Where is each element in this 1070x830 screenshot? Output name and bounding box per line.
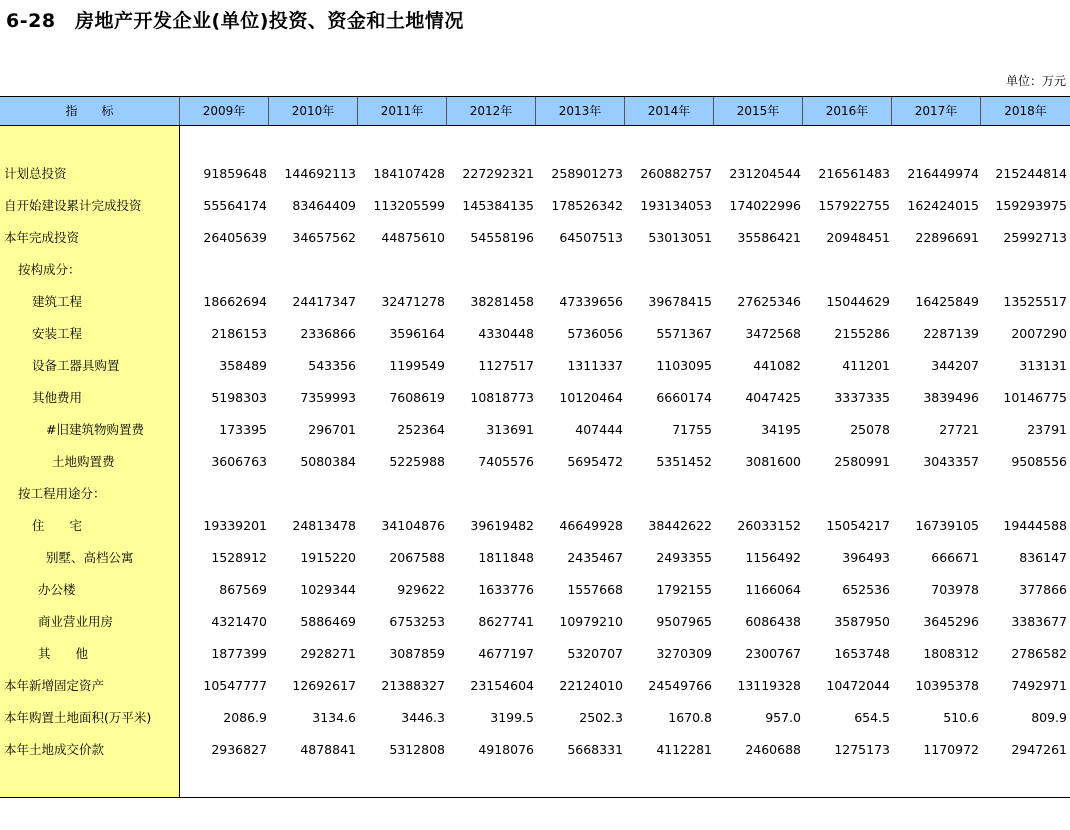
cell-value: 5225988 [389, 454, 445, 469]
cell-value: 26405639 [203, 230, 267, 245]
cell-value: 3081600 [745, 454, 801, 469]
cell-value [269, 254, 358, 286]
cell-value: 5695472 [567, 454, 623, 469]
row-old-building-purchase [0, 414, 1070, 446]
cell-value: 5736056 [567, 326, 623, 341]
header-year-7: 2016年 [803, 97, 892, 125]
cell-value: 1103095 [656, 358, 712, 373]
cell-value [269, 478, 358, 510]
row-label: 建筑工程 [32, 294, 83, 309]
cell-value: 2947261 [1011, 742, 1067, 757]
cell-value: 46649928 [559, 518, 623, 533]
cell-value: 144692113 [284, 166, 356, 181]
cell-value: 227292321 [462, 166, 534, 181]
row-label: 别墅、高档公寓 [46, 550, 134, 565]
cell-value: 6660174 [656, 390, 712, 405]
row-label: 土地购置费 [52, 454, 115, 469]
cell-value: 71755 [672, 422, 712, 437]
row-label: 本年土地成交价款 [4, 742, 105, 757]
cell-value: 4047425 [745, 390, 801, 405]
cell-value: 91859648 [203, 166, 267, 181]
cell-value [803, 478, 892, 510]
cell-value: 2007290 [1011, 326, 1067, 341]
cell-value [892, 254, 981, 286]
row-label: 住 宅 [32, 518, 83, 533]
cell-value: 3446.3 [401, 710, 445, 725]
header-year-6: 2015年 [714, 97, 803, 125]
cell-value: 3472568 [745, 326, 801, 341]
cell-value: 23791 [1027, 422, 1067, 437]
cell-value: 3587950 [834, 614, 890, 629]
cell-value: 5351452 [656, 454, 712, 469]
cell-value: 178526342 [551, 198, 623, 213]
cell-value: 2300767 [745, 646, 801, 661]
cell-value: 21388327 [381, 678, 445, 693]
row-by-usage [0, 478, 1070, 510]
cell-value: 809.9 [1031, 710, 1067, 725]
cell-value: 1811848 [478, 550, 534, 565]
cell-value: 25992713 [1003, 230, 1067, 245]
cell-value: 3337335 [834, 390, 890, 405]
cell-value: 1915220 [300, 550, 356, 565]
row-new-fixed-assets [0, 670, 1070, 702]
cell-value: 5571367 [656, 326, 712, 341]
cell-value: 38281458 [470, 294, 534, 309]
cell-value: 7608619 [389, 390, 445, 405]
cell-value: 1275173 [834, 742, 890, 757]
cell-value: 1877399 [211, 646, 267, 661]
cell-value [892, 478, 981, 510]
cell-value [803, 254, 892, 286]
cell-value: 231204544 [729, 166, 801, 181]
row-label: 安装工程 [32, 326, 83, 341]
row-land-transaction-price [0, 734, 1070, 766]
cell-value: 35586421 [737, 230, 801, 245]
cell-value: 34104876 [381, 518, 445, 533]
cell-value: 344207 [931, 358, 979, 373]
cell-value: 5198303 [211, 390, 267, 405]
cell-value: 1808312 [923, 646, 979, 661]
cell-value: 16425849 [915, 294, 979, 309]
cell-value: 3134.6 [312, 710, 356, 725]
cell-value: 10547777 [203, 678, 267, 693]
cell-value: 296701 [308, 422, 356, 437]
cell-value: 1557668 [567, 582, 623, 597]
header-year-4: 2013年 [536, 97, 625, 125]
cell-value: 3270309 [656, 646, 712, 661]
cell-value: 39619482 [470, 518, 534, 533]
cell-value: 2067588 [389, 550, 445, 565]
header-year-3: 2012年 [447, 97, 536, 125]
cell-value: 215244814 [995, 166, 1067, 181]
cell-value: 2186153 [211, 326, 267, 341]
cell-value: 193134053 [640, 198, 712, 213]
cell-value: 2287139 [923, 326, 979, 341]
cell-value: 652536 [842, 582, 890, 597]
cell-value: 441082 [753, 358, 801, 373]
cell-value: 6086438 [745, 614, 801, 629]
cell-value: 836147 [1019, 550, 1067, 565]
cell-value: 5668331 [567, 742, 623, 757]
row-other-expenses [0, 382, 1070, 414]
cell-value: 7492971 [1011, 678, 1067, 693]
cell-value: 957.0 [765, 710, 801, 725]
cell-value: 396493 [842, 550, 890, 565]
cell-value: 313691 [486, 422, 534, 437]
cell-value: 24417347 [292, 294, 356, 309]
cell-value: 654.5 [854, 710, 890, 725]
cell-value: 83464409 [292, 198, 356, 213]
cell-value: 24549766 [648, 678, 712, 693]
cell-value [981, 478, 1070, 510]
cell-value: 1633776 [478, 582, 534, 597]
row-label: 其 他 [38, 646, 89, 661]
cell-value: 2460688 [745, 742, 801, 757]
cell-value: 1670.8 [668, 710, 712, 725]
cell-value: 1170972 [923, 742, 979, 757]
row-land-area-purchased [0, 702, 1070, 734]
cell-value: 3043357 [923, 454, 979, 469]
cell-value: 23154604 [470, 678, 534, 693]
cell-value: 3596164 [389, 326, 445, 341]
row-label: #旧建筑物购置费 [46, 422, 144, 437]
table-bottom-border [0, 797, 1070, 798]
header-year-0: 2009年 [180, 97, 269, 125]
cell-value: 5320707 [567, 646, 623, 661]
row-label: 本年购置土地面积(万平米) [4, 710, 152, 725]
header-year-8: 2017年 [892, 97, 981, 125]
cell-value [358, 478, 447, 510]
cell-value: 1199549 [389, 358, 445, 373]
header-indicator: 指 标 [0, 97, 180, 125]
cell-value: 9507965 [656, 614, 712, 629]
row-label: 自开始建设累计完成投资 [4, 198, 142, 213]
cell-value: 2155286 [834, 326, 890, 341]
cell-value: 2928271 [300, 646, 356, 661]
cell-value: 157922755 [818, 198, 890, 213]
cell-value: 258901273 [551, 166, 623, 181]
row-label: 办公楼 [38, 582, 76, 597]
cell-value [536, 478, 625, 510]
cell-value: 25078 [850, 422, 890, 437]
cell-value: 4321470 [211, 614, 267, 629]
cell-value: 3645296 [923, 614, 979, 629]
header-year-5: 2014年 [625, 97, 714, 125]
cell-value: 27625346 [737, 294, 801, 309]
header-year-1: 2010年 [269, 97, 358, 125]
row-label: 本年新增固定资产 [4, 678, 105, 693]
row-label: 按构成分： [18, 262, 81, 277]
cell-value [536, 254, 625, 286]
cell-value: 407444 [575, 422, 623, 437]
cell-value: 1127517 [478, 358, 534, 373]
cell-value: 10395378 [915, 678, 979, 693]
row-cumulative-completed-investment [0, 190, 1070, 222]
cell-value: 543356 [308, 358, 356, 373]
cell-value: 8627741 [478, 614, 534, 629]
cell-value: 3839496 [923, 390, 979, 405]
cell-value: 929622 [397, 582, 445, 597]
cell-value: 10146775 [1003, 390, 1067, 405]
cell-value: 19444588 [1003, 518, 1067, 533]
cell-value: 2493355 [656, 550, 712, 565]
cell-value: 32471278 [381, 294, 445, 309]
row-office-buildings [0, 574, 1070, 606]
cell-value: 18662694 [203, 294, 267, 309]
row-land-purchase-fee [0, 446, 1070, 478]
cell-value: 12692617 [292, 678, 356, 693]
cell-value: 2786582 [1011, 646, 1067, 661]
cell-value: 3383677 [1011, 614, 1067, 629]
cell-value [981, 254, 1070, 286]
cell-value: 358489 [219, 358, 267, 373]
cell-value: 4677197 [478, 646, 534, 661]
cell-value [625, 478, 714, 510]
cell-value: 703978 [931, 582, 979, 597]
cell-value: 24813478 [292, 518, 356, 533]
cell-value: 53013051 [648, 230, 712, 245]
row-equipment-purchase [0, 350, 1070, 382]
row-commercial-buildings [0, 606, 1070, 638]
cell-value: 47339656 [559, 294, 623, 309]
cell-value: 145384135 [462, 198, 534, 213]
cell-value: 377866 [1019, 582, 1067, 597]
cell-value: 1653748 [834, 646, 890, 661]
cell-value: 159293975 [995, 198, 1067, 213]
cell-value: 5886469 [300, 614, 356, 629]
cell-value: 34657562 [292, 230, 356, 245]
cell-value: 7359993 [300, 390, 356, 405]
cell-value: 1166064 [745, 582, 801, 597]
cell-value: 1156492 [745, 550, 801, 565]
cell-value: 216449974 [907, 166, 979, 181]
cell-value: 4112281 [656, 742, 712, 757]
cell-value: 54558196 [470, 230, 534, 245]
table-header [0, 96, 1070, 126]
cell-value [180, 478, 269, 510]
cell-value: 184107428 [373, 166, 445, 181]
cell-value: 10472044 [826, 678, 890, 693]
cell-value: 1792155 [656, 582, 712, 597]
cell-value: 15054217 [826, 518, 890, 533]
cell-value: 4330448 [478, 326, 534, 341]
cell-value: 26033152 [737, 518, 801, 533]
row-label: 设备工器具购置 [32, 358, 120, 373]
cell-value: 1029344 [300, 582, 356, 597]
cell-value: 4918076 [478, 742, 534, 757]
row-planned-total-investment [0, 158, 1070, 190]
page-title: 6-28 房地产开发企业(单位)投资、资金和土地情况 [6, 10, 464, 32]
row-installation-works [0, 318, 1070, 350]
row-label: 按工程用途分： [18, 486, 106, 501]
cell-value: 2086.9 [223, 710, 267, 725]
cell-value: 20948451 [826, 230, 890, 245]
row-label: 商业营业用房 [38, 614, 114, 629]
cell-value: 1528912 [211, 550, 267, 565]
cell-value: 162424015 [907, 198, 979, 213]
cell-value: 3606763 [211, 454, 267, 469]
cell-value: 1311337 [567, 358, 623, 373]
cell-value: 7405576 [478, 454, 534, 469]
cell-value: 16739105 [915, 518, 979, 533]
cell-value: 173395 [219, 422, 267, 437]
cell-value: 55564174 [203, 198, 267, 213]
cell-value: 3087859 [389, 646, 445, 661]
unit-label: 单位：万元 [1005, 74, 1066, 88]
cell-value: 4878841 [300, 742, 356, 757]
cell-value: 216561483 [818, 166, 890, 181]
cell-value [625, 254, 714, 286]
cell-value: 5080384 [300, 454, 356, 469]
row-construction-works [0, 286, 1070, 318]
cell-value [447, 254, 536, 286]
cell-value: 2502.3 [579, 710, 623, 725]
cell-value: 5312808 [389, 742, 445, 757]
cell-value: 6753253 [389, 614, 445, 629]
cell-value: 2936827 [211, 742, 267, 757]
cell-value [447, 478, 536, 510]
cell-value [714, 254, 803, 286]
cell-value: 2336866 [300, 326, 356, 341]
cell-value: 10120464 [559, 390, 623, 405]
row-label: 计划总投资 [4, 166, 67, 181]
row-label: 其他费用 [32, 390, 83, 405]
cell-value [714, 478, 803, 510]
cell-value [180, 254, 269, 286]
cell-value: 10818773 [470, 390, 534, 405]
cell-value: 15044629 [826, 294, 890, 309]
cell-value: 38442622 [648, 518, 712, 533]
cell-value: 174022996 [729, 198, 801, 213]
cell-value: 19339201 [203, 518, 267, 533]
cell-value: 64507513 [559, 230, 623, 245]
cell-value: 252364 [397, 422, 445, 437]
row-others [0, 638, 1070, 670]
header-year-2: 2011年 [358, 97, 447, 125]
cell-value: 13525517 [1003, 294, 1067, 309]
cell-value: 113205599 [373, 198, 445, 213]
cell-value: 2580991 [834, 454, 890, 469]
row-completed-investment-this-year [0, 222, 1070, 254]
cell-value: 27721 [939, 422, 979, 437]
cell-value: 13119328 [737, 678, 801, 693]
cell-value: 44875610 [381, 230, 445, 245]
cell-value: 411201 [842, 358, 890, 373]
row-residential [0, 510, 1070, 542]
header-year-9: 2018年 [1004, 104, 1047, 118]
cell-value: 22124010 [559, 678, 623, 693]
row-by-composition [0, 254, 1070, 286]
cell-value: 10979210 [559, 614, 623, 629]
cell-value: 313131 [1019, 358, 1067, 373]
cell-value: 510.6 [943, 710, 979, 725]
cell-value: 22896691 [915, 230, 979, 245]
row-label: 本年完成投资 [4, 230, 80, 245]
cell-value: 39678415 [648, 294, 712, 309]
cell-value: 2435467 [567, 550, 623, 565]
cell-value: 260882757 [640, 166, 712, 181]
cell-value: 34195 [761, 422, 801, 437]
cell-value [358, 254, 447, 286]
cell-value: 3199.5 [490, 710, 534, 725]
cell-value: 867569 [219, 582, 267, 597]
row-villas-apartments [0, 542, 1070, 574]
cell-value: 9508556 [1011, 454, 1067, 469]
cell-value: 666671 [931, 550, 979, 565]
